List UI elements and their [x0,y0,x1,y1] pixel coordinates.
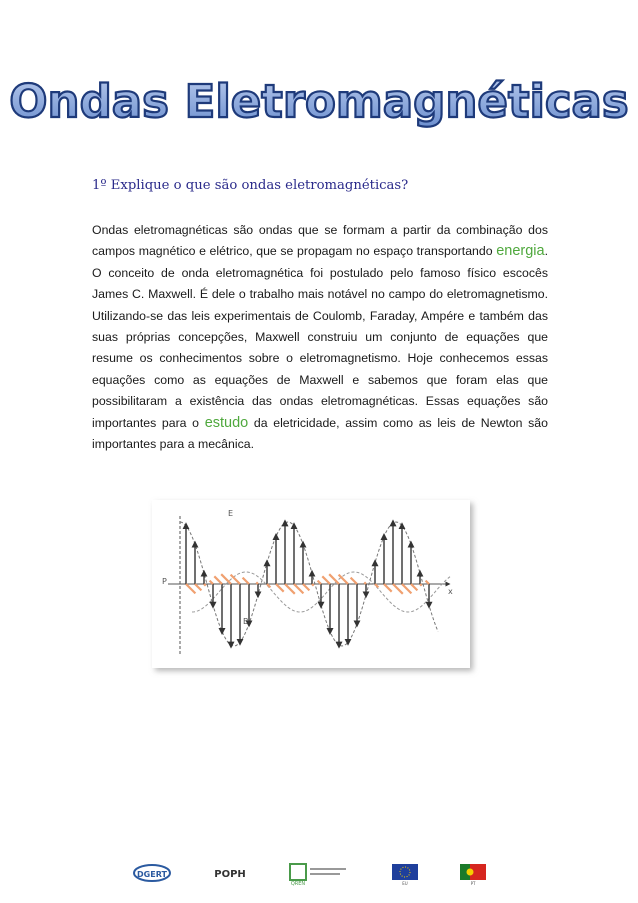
label-b: B [243,617,249,626]
keyword-estudo[interactable]: estudo [204,414,249,431]
svg-text:DGERT: DGERT [137,870,167,879]
b-vector [364,582,366,584]
keyword-energia[interactable]: energia [496,243,545,260]
b-vector [204,584,206,586]
footer-logos [130,860,510,886]
svg-text:POPH: POPH [214,869,246,880]
answer-paragraph [92,220,548,455]
qren-logo [290,864,346,887]
eu-flag [392,864,418,886]
svg-text:PT: PT [470,881,476,886]
document-title [0,62,638,134]
dgert-logo [134,865,170,881]
label-p: P [162,577,167,586]
answer-text-2: . O conceito de onda eletromagnética foi postulado pelo famoso físico escocês James C. Maxwell. É dele o trabalho mais notável no campo do eletromagnetismo. Utilizando-se das leis experimentais de Coulomb, Faraday, Ampére e também das suas próprias concepções, Maxwell construiu um conjunto de equações que resume os conhecimentos sobre o eletromagnetismo. Hoje conhecemos essas equações como as equações de Maxwell e sabemos que foram elas que possibilitaram a existência das ondas eletromagnéticas. Essas equações são importantes para o [92,244,548,430]
svg-text:EU: EU [402,881,408,886]
em-wave-figure [148,496,478,676]
document-title-text: Ondas Eletromagnéticas [9,75,629,128]
label-e: E [228,509,234,518]
svg-text:QREN: QREN [290,881,306,887]
poph-logo [214,869,246,880]
answer-text-3: da eletricidade, assim como as leis de Newton são importantes para a mecânica. [92,415,548,452]
answer-text-1: Ondas eletromagnéticas são ondas que se formam a partir da combinação dos campos magnético e elétrico, que se propagam no espaço transportando [92,223,548,259]
label-x: x [448,587,453,596]
question-heading: 1º Explique o que são ondas eletromagnéticas? [92,178,409,193]
b-vector [256,582,258,584]
b-vector [312,584,314,586]
portugal-flag [460,864,486,886]
b-vector [420,584,422,586]
